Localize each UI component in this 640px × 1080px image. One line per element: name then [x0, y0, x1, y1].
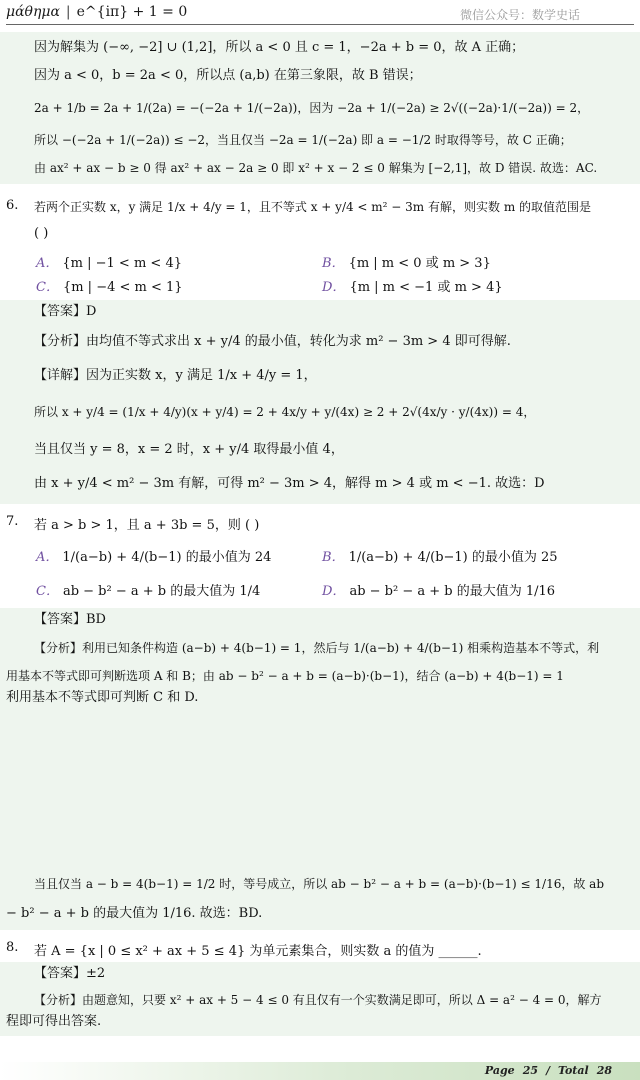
q8-analysis-1: 【分析】由题意知，只要 x² + ax + 5 − 4 ≤ 0 有且仅有一个实数满足即可，所以 Δ = a² − 4 = 0，解方: [34, 993, 602, 1007]
brand-text: μάθημα: [6, 4, 60, 20]
prev-line-4: 所以 −(−2a + 1/(−2a)) ≤ −2，当且仅当 −2a = 1/(−2a) 即 a = −1/2 时取得等号，故 C 正确；: [34, 133, 572, 147]
q7-detail-6: 当且仅当 a − b = 4(b−1) = 1/2 时，等号成立，所以 ab − b² − a + b = (a−b)·(b−1) ≤ 1/16，故 ab: [34, 877, 604, 891]
q6-option-c[interactable]: C． {m | −4 < m < 1}: [36, 280, 183, 295]
q6-option-d[interactable]: D． {m | m < −1 或 m > 4}: [322, 280, 503, 295]
q7-answer: 【答案】BD: [34, 612, 106, 627]
q6-analysis: 【分析】由均值不等式求出 x + y/4 的最小值，转化为求 m² − 3m > 4 即可得解.: [34, 334, 511, 349]
q7-option-c[interactable]: C． ab − b² − a + b 的最大值为 1/4: [36, 584, 261, 599]
euler-formula: e^{iπ} + 1 = 0: [76, 4, 188, 20]
q8-answer: 【答案】±2: [34, 966, 106, 981]
q6-answer: 【答案】D: [34, 304, 97, 319]
wechat-account: 微信公众号：数学史话: [459, 8, 580, 22]
q6-detail-4: 由 x + y/4 < m² − 3m 有解，可得 m² − 3m > 4，解得 m > 4 或 m < −1. 故选：D: [34, 476, 545, 491]
q8-solution-block: [0, 962, 640, 1036]
q7-option-d[interactable]: D． ab − b² − a + b 的最大值为 1/16: [322, 584, 556, 599]
q7-option-a[interactable]: A． 1/(a−b) + 4/(b−1) 的最小值为 24: [36, 550, 272, 565]
q8-analysis-2: 程即可得出答案.: [6, 1014, 102, 1029]
q7-analysis-2: 用基本不等式即可判断选项 A 和 B；由 ab − b² − a + b = (a−b)·(b−1)，结合 (a−b) + 4(b−1) = 1: [6, 669, 564, 683]
total-pages: 28: [596, 1064, 612, 1077]
q6-option-b[interactable]: B． {m | m < 0 或 m > 3}: [322, 256, 491, 271]
question-7: [0, 508, 640, 608]
page-header: [0, 0, 640, 26]
q7-detail-7: − b² − a + b 的最大值为 1/16. 故选：BD.: [6, 906, 263, 921]
page-number: 25: [522, 1064, 538, 1077]
prev-line-3: 2a + 1/b = 2a + 1/(2a) = −(−2a + 1/(−2a))，因为 −2a + 1/(−2a) ≥ 2√((−2a)·1/(−2a)) = 2，: [34, 101, 590, 115]
q6-solution-block: [0, 300, 640, 504]
page-indicator: Page 25 / Total 28: [484, 1064, 612, 1077]
q8-stem: 若 A = {x | 0 ≤ x² + ax + 5 ≤ 4} 为单元素集合，则实数 a 的值为 ______.: [34, 944, 482, 959]
q8-number: 8.: [6, 940, 19, 955]
page-footer: [0, 1062, 640, 1080]
prev-line-2: 因为 a < 0，b = 2a < 0，所以点 (a,b) 在第三象限，故 B 错误；: [34, 68, 422, 83]
q7-option-b[interactable]: B． 1/(a−b) + 4/(b−1) 的最小值为 25: [322, 550, 558, 565]
q7-number: 7.: [6, 514, 19, 529]
question-8: [0, 934, 640, 962]
question-6: [0, 188, 640, 300]
header-rule: [6, 24, 634, 25]
q6-stem-paren: ( ): [34, 226, 49, 241]
q6-stem: 若两个正实数 x，y 满足 1/x + 4/y = 1，且不等式 x + y/4 < m² − 3m 有解，则实数 m 的取值范围是: [34, 200, 592, 214]
prev-line-1: 因为解集为 (−∞, −2] ∪ (1,2]，所以 a < 0 且 c = 1，−2a + b = 0，故 A 正确；: [34, 40, 525, 55]
q7-analysis-1: 【分析】利用已知条件构造 (a−b) + 4(b−1) = 1，然后与 1/(a−b) + 4/(b−1) 相乘构造基本不等式，利: [34, 641, 600, 655]
q6-number: 6.: [6, 198, 19, 213]
q6-detail-3: 当且仅当 y = 8，x = 2 时，x + y/4 取得最小值 4，: [34, 442, 344, 457]
q6-detail-1: 【详解】因为正实数 x，y 满足 1/x + 4/y = 1，: [34, 368, 317, 383]
header-brand: μάθημα | e^{iπ} + 1 = 0: [6, 4, 188, 20]
q6-option-a[interactable]: A． {m | −1 < m < 4}: [36, 256, 182, 271]
q7-analysis-3: 利用基本不等式即可判断 C 和 D.: [6, 690, 199, 705]
q6-detail-2: 所以 x + y/4 = (1/x + 4/y)(x + y/4) = 2 + 4x/y + y/(4x) ≥ 2 + 2√(4x/y · y/(4x)) = 4，: [34, 405, 536, 419]
prev-line-5: 由 ax² + ax − b ≥ 0 得 ax² + ax − 2a ≥ 0 即 x² + x − 2 ≤ 0 解集为 [−2,1]，故 D 错误. 故选：AC.: [34, 161, 598, 175]
prev-solution-block: [0, 32, 640, 184]
q7-stem: 若 a > b > 1，且 a + 3b = 5，则 ( ): [34, 518, 260, 533]
q7-solution-block: [0, 608, 640, 930]
